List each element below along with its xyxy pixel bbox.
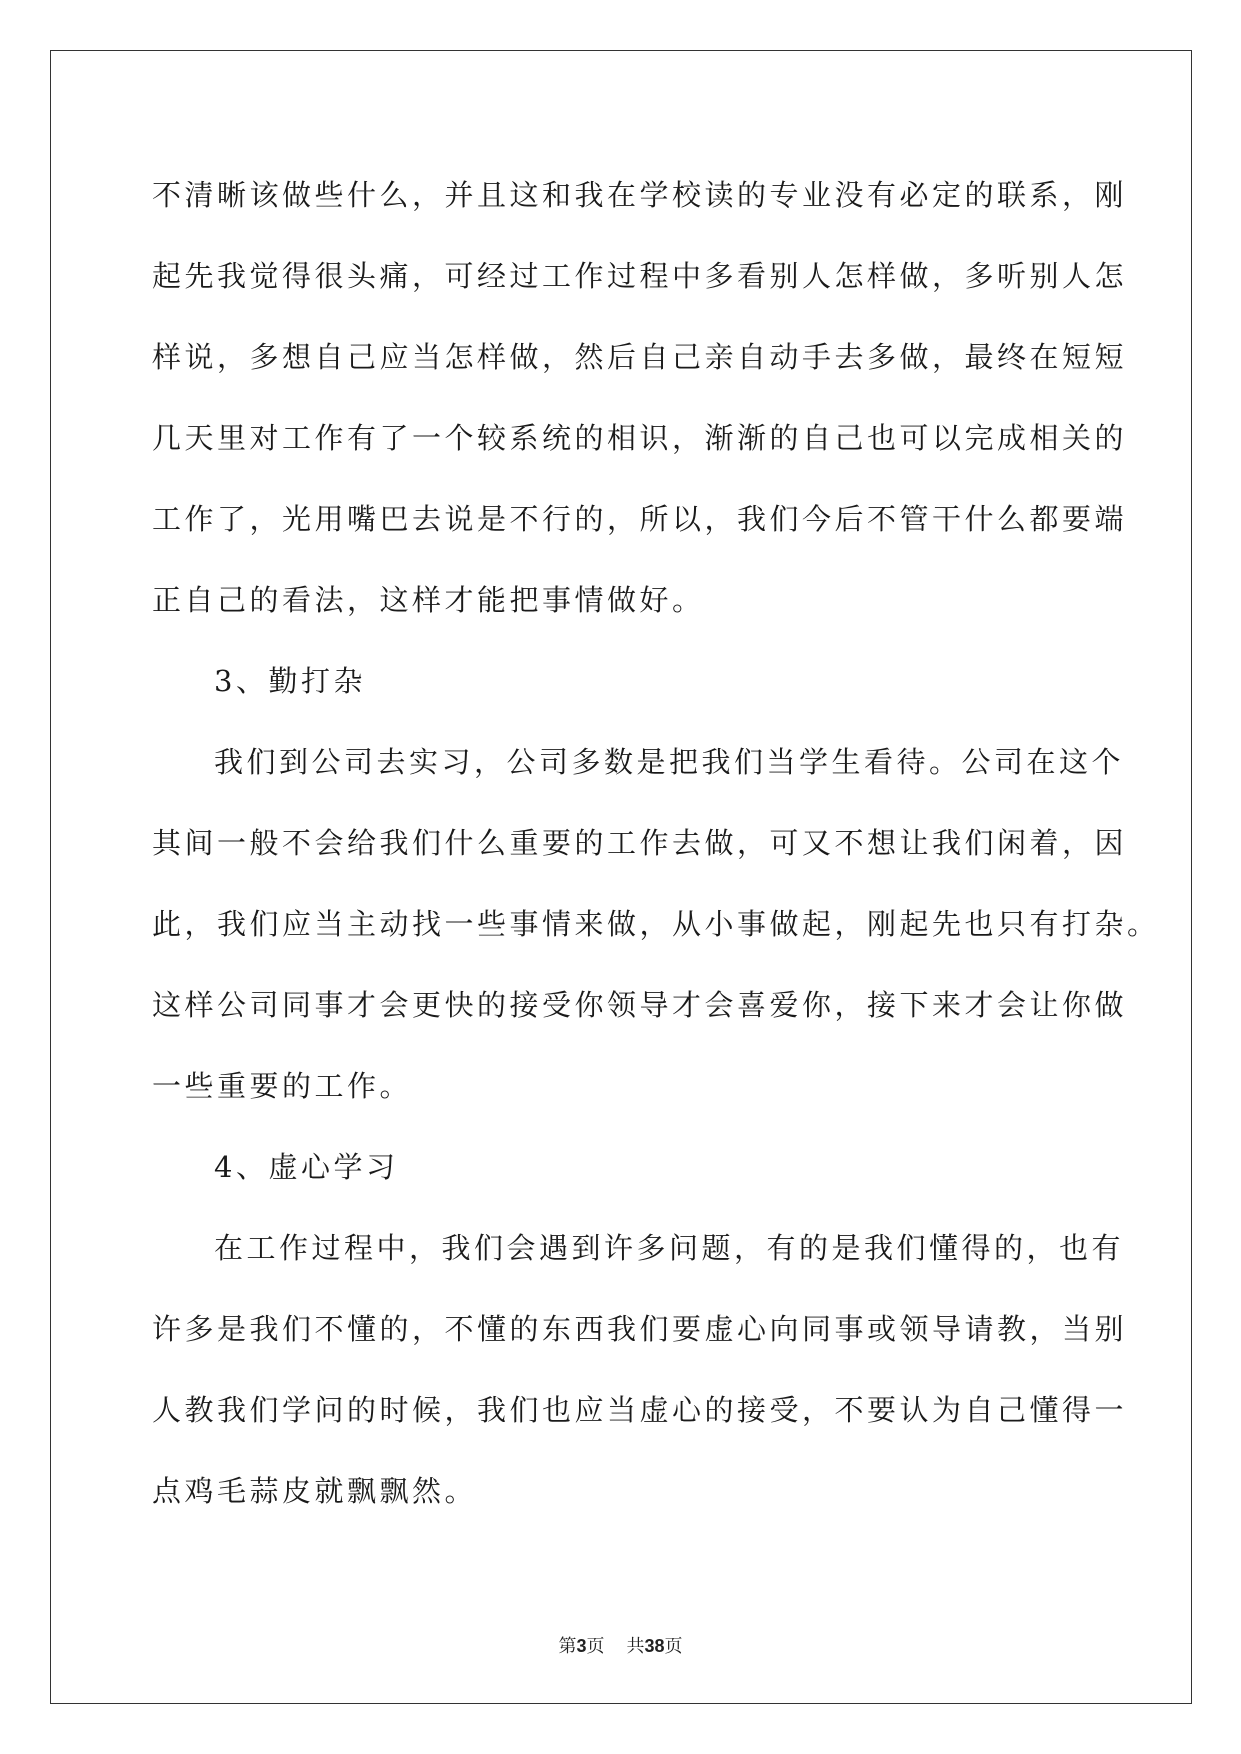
body-text-line: 其间一般不会给我们什么重要的工作去做，可又不想让我们闲着，因	[152, 826, 1128, 860]
page-suffix: 页	[586, 1636, 605, 1657]
section-heading: 3、勤打杂	[214, 664, 366, 698]
total-suffix: 页	[664, 1636, 683, 1657]
body-text-line: 起先我觉得很头痛，可经过工作过程中多看别人怎样做，多听别人怎	[152, 259, 1128, 293]
total-pages: 38	[644, 1636, 665, 1656]
body-text-line: 我们到公司去实习，公司多数是把我们当学生看待。公司在这个	[214, 745, 1125, 779]
body-text-line: 此，我们应当主动找一些事情来做，从小事做起，刚起先也只有打杂。	[152, 907, 1160, 941]
body-text-line: 人教我们学问的时候，我们也应当虚心的接受，不要认为自己懂得一	[152, 1393, 1128, 1427]
document-body	[152, 155, 1160, 1532]
body-text-line: 不清晰该做些什么，并且这和我在学校读的专业没有必定的联系，刚	[152, 178, 1128, 212]
section-heading: 4、虚心学习	[214, 1150, 399, 1184]
body-text-line: 许多是我们不懂的，不懂的东西我们要虚心向同事或领导请教，当别	[152, 1312, 1128, 1346]
total-prefix: 共	[626, 1636, 645, 1657]
body-text-line: 一些重要的工作。	[152, 1069, 413, 1103]
body-text-line: 这样公司同事才会更快的接受你领导才会喜爱你，接下来才会让你做	[152, 988, 1128, 1022]
page-number: 3	[576, 1636, 587, 1656]
body-text-line: 正自己的看法，这样才能把事情做好。	[152, 583, 705, 617]
body-text-line: 点鸡毛蒜皮就飘飘然。	[152, 1474, 478, 1508]
body-text-line: 工作了，光用嘴巴去说是不行的，所以，我们今后不管干什么都要端	[152, 502, 1128, 536]
page-footer	[0, 1632, 1241, 1658]
body-text-line: 样说，多想自己应当怎样做，然后自己亲自动手去多做，最终在短短	[152, 340, 1128, 374]
page-prefix: 第	[558, 1636, 577, 1657]
body-text-line: 几天里对工作有了一个较系统的相识，渐渐的自己也可以完成相关的	[152, 421, 1128, 455]
body-text-line: 在工作过程中，我们会遇到许多问题，有的是我们懂得的，也有	[214, 1231, 1125, 1265]
